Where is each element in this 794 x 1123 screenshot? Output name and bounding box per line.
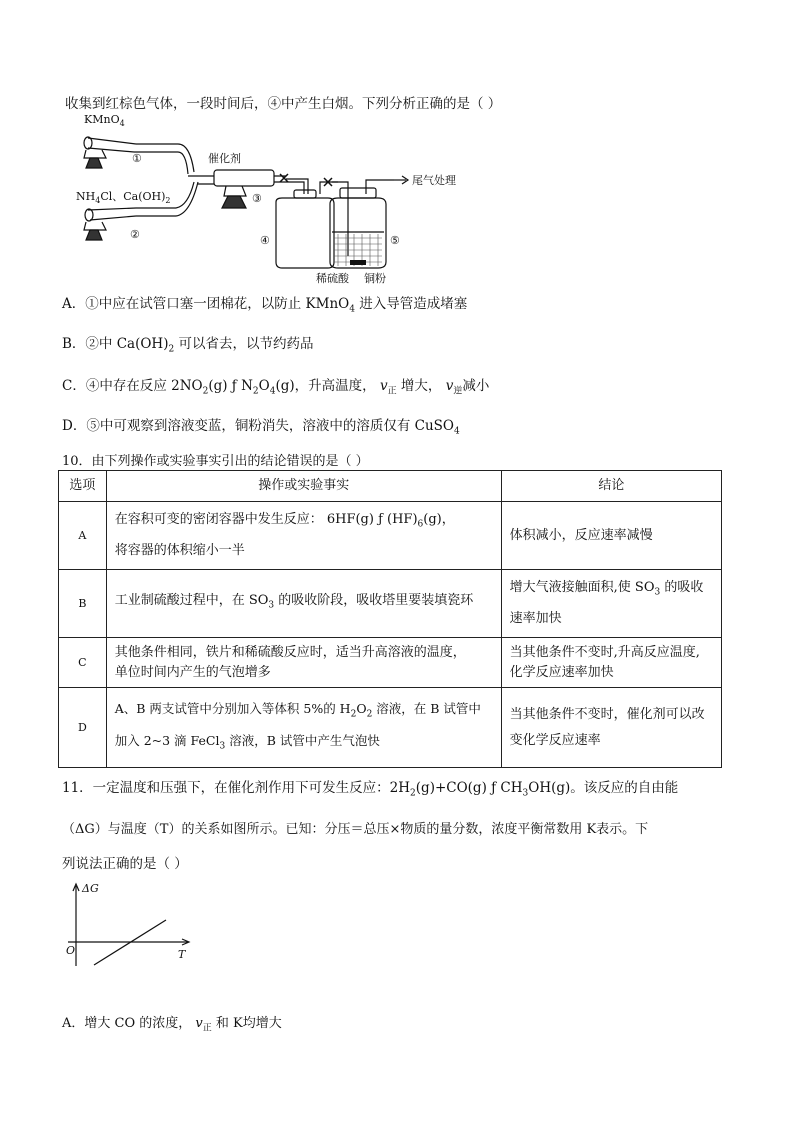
q10-stem: 10．由下列操作或实验事实引出的结论错误的是（ ）	[62, 454, 369, 469]
q11-stem-line1: 11．一定温度和压强下，在催化剂作用下可发生反应：$2H_2(g)+CO(g)$ ƒ $CH_3OH(g)$。该反应的自由能	[62, 780, 679, 799]
q9-option-a[interactable]: A．①中应在试管口塞一团棉花，以防止 KMnO$_4$ 进入导管造成堵塞	[62, 296, 468, 315]
q11-option-a[interactable]: A．增大 CO 的浓度， $v_正$ 和 K均增大	[62, 1016, 282, 1034]
catalyst-tube	[188, 170, 286, 208]
table-row	[59, 638, 722, 688]
row-operation: 在容积可变的密闭容器中发生反应： 6HF(g) ƒ $(HF)_6(g)$， 将容器的体积缩小一半	[106, 502, 501, 570]
header-option: 选项	[59, 471, 107, 502]
copper-powder	[350, 260, 366, 265]
svg-text:KMnO4: KMnO$_4$	[84, 113, 125, 128]
origin-label: O	[66, 944, 76, 957]
q10-table	[58, 470, 722, 768]
acid-label: 稀硫酸	[316, 272, 349, 285]
table-row	[59, 570, 722, 638]
marker-5: ⑤	[390, 234, 400, 247]
catalyst-label: 催化剂	[208, 152, 241, 165]
copper-label: 铜粉	[364, 272, 386, 285]
header-operation: 操作或实验事实	[106, 471, 501, 502]
row-conclusion: 当其他条件不变时,升高反应温度, 化学反应速率加快	[501, 638, 721, 688]
q9-intro: 收集到红棕色气体，一段时间后，④中产生白烟。下列分析正确的是（ ）	[65, 96, 502, 112]
table-row	[59, 502, 722, 570]
q11-stem-line3: 列说法正确的是（ ）	[62, 856, 188, 872]
x-axis-label: T	[178, 948, 186, 961]
row-key: B	[59, 570, 107, 638]
row-conclusion: 当其他条件不变时，催化剂可以改 变化学反应速率	[501, 688, 721, 768]
row-operation: 其他条件相同，铁片和稀硫酸反应时，适当升高溶液的温度， 单位时间内产生的气泡增多	[106, 638, 501, 688]
row-key: D	[59, 688, 107, 768]
q9-option-c[interactable]: C．④中存在反应 $2NO_2(g)$ ƒ $N_2O_4(g)$，升高温度， $v_正$ 增大， $v_逆$减小	[62, 378, 490, 397]
marker-2: ②	[130, 228, 140, 241]
row-conclusion: 增大气液接触面积,使 $SO_3$ 的吸收 速率加快	[501, 570, 721, 638]
table-row	[59, 688, 722, 768]
q9-option-d[interactable]: D．⑤中可观察到溶液变蓝，铜粉消失，溶液中的溶质仅有 CuSO$_4$	[62, 418, 460, 437]
marker-3: ③	[252, 192, 262, 205]
table-header-row	[59, 471, 722, 502]
q11-stem-line2: （ΔG）与温度（T）的关系如图所示。已知：分压＝总压×物质的量分数，浓度平衡常数用 K表示。下	[62, 822, 649, 837]
header-conclusion: 结论	[501, 471, 721, 502]
row-operation: A、B 两支试管中分别加入等体积 5%的 $H_2O_2$ 溶液，在 B 试管中 加入 2~3 滴 FeCl$_3$ 溶液，B 试管中产生气泡快	[106, 688, 501, 768]
row-key: A	[59, 502, 107, 570]
row-key: C	[59, 638, 107, 688]
row-operation: 工业制硫酸过程中，在 $SO_3$ 的吸收阶段，吸收塔里要装填瓷环	[106, 570, 501, 638]
q9-option-b[interactable]: B．②中 $Ca(OH)_2$ 可以省去，以节约药品	[62, 336, 314, 355]
y-axis-label: ΔG	[82, 882, 99, 895]
tail-gas-label: 尾气处理	[412, 174, 456, 187]
marker-1: ①	[132, 152, 142, 165]
row-conclusion: 体积减小，反应速率减慢	[501, 502, 721, 570]
bottle-4	[276, 179, 338, 268]
experiment-apparatus-diagram	[76, 110, 456, 285]
svg-text:NH4Cl、Ca(OH)2: $NH_4Cl$、$Ca(OH)_2$	[76, 190, 171, 205]
marker-4: ④	[260, 234, 270, 247]
delta-g-temperature-graph	[64, 880, 194, 970]
